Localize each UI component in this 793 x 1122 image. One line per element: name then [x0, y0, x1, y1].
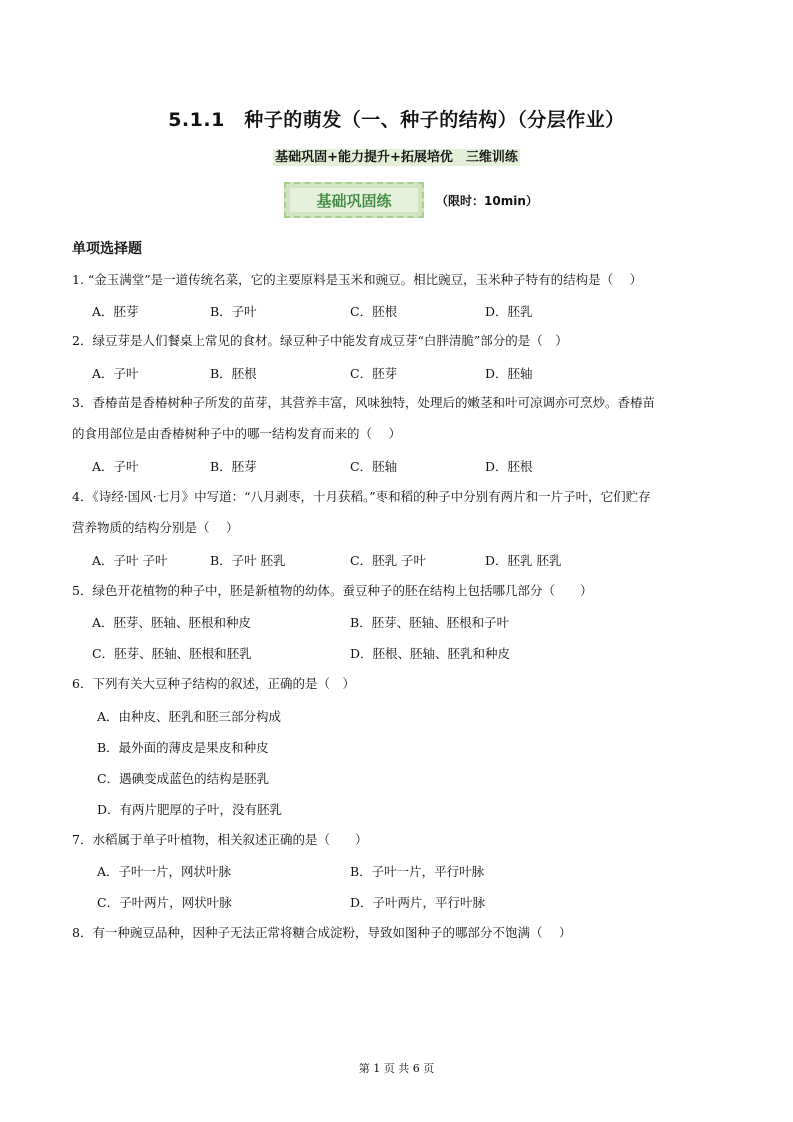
question-4-option-b: B．子叶 胚乳	[210, 553, 286, 568]
question-1-option-b: B．子叶	[210, 304, 257, 319]
question-3-line-1: 3．香椿苗是香椿树种子所发的苗芽，其营养丰富，风味独特，处理后的嫩茎和叶可凉调亦可烹炒。香椿苗	[72, 395, 655, 410]
question-6-option-a: A．由种皮、胚乳和胚三部分构成	[97, 709, 282, 724]
question-5-option-d: D．胚根、胚轴、胚乳和种皮	[350, 646, 511, 661]
question-6-option-c: C．遇碘变成蓝色的结构是胚乳	[97, 771, 270, 786]
question-6: 6．下列有关大豆种子结构的叙述，正确的是（ ）	[72, 676, 355, 691]
question-7: 7．水稻属于单子叶植物，相关叙述正确的是（ ）	[72, 832, 368, 847]
question-4-line-1: 4．《诗经·国风·七月》中写道：“八月剥枣，十月获稻。”枣和稻的种子中分别有两片和一片子叶，它们贮存	[72, 489, 651, 504]
page-title: 5.1.1 种子的萌发（一、种子的结构）（分层作业）	[168, 109, 625, 131]
question-8: 8．有一种豌豆品种，因种子无法正常将糖合成淀粉，导致如图种子的哪部分不饱满（ ）	[72, 925, 572, 940]
question-3-line-2: 的食用部位是由香椿树种子中的哪一结构发育而来的（ ）	[72, 426, 401, 441]
question-5: 5．绿色开花植物的种子中，胚是新植物的幼体。蚕豆种子的胚在结构上包括哪几部分（ ）	[72, 583, 593, 598]
question-2-option-a: A．子叶	[92, 366, 139, 381]
question-7-option-b: B．子叶一片，平行叶脉	[350, 864, 485, 879]
question-4-option-a: A．子叶 子叶	[92, 553, 168, 568]
question-2-option-b: B．胚根	[210, 366, 257, 381]
question-7-option-d: D．子叶两片，平行叶脉	[350, 895, 486, 910]
question-7-option-a: A．子叶一片，网状叶脉	[97, 864, 232, 879]
question-4-line-2: 营养物质的结构分别是（ ）	[72, 520, 239, 535]
time-limit: （限时：10min）	[436, 194, 538, 208]
question-4-option-d: D．胚乳 胚乳	[485, 553, 562, 568]
question-7-option-c: C．子叶两片，网状叶脉	[97, 895, 232, 910]
question-6-option-d: D．有两片肥厚的子叶，没有胚乳	[97, 802, 283, 817]
question-3-option-d: D．胚根	[485, 459, 533, 474]
question-2-option-d: D．胚轴	[485, 366, 533, 381]
question-1-option-c: C．胚根	[350, 304, 398, 319]
subtitle-text: 基础巩固+能力提升+拓展培优 三维训练	[275, 150, 518, 165]
question-5-option-c: C．胚芽、胚轴、胚根和胚乳	[92, 646, 252, 661]
question-1-option-a: A．胚芽	[92, 304, 139, 319]
question-6-option-b: B．最外面的薄皮是果皮和种皮	[97, 740, 269, 755]
question-3-option-b: B．胚芽	[210, 459, 257, 474]
question-3-option-a: A．子叶	[92, 459, 139, 474]
level-badge-label: 基础巩固练	[290, 188, 418, 212]
question-1-option-d: D．胚乳	[485, 304, 533, 319]
question-4-option-c: C．胚乳 子叶	[350, 553, 427, 568]
question-2: 2．绿豆芽是人们餐桌上常见的食材。绿豆种子中能发育成豆芽“白胖清脆”部分的是（ ）	[72, 333, 568, 348]
page-footer: 第 1 页 共 6 页	[358, 1062, 435, 1075]
question-5-option-b: B．胚芽、胚轴、胚根和子叶	[350, 615, 510, 630]
page-subtitle	[0, 146, 793, 165]
level-badge	[284, 182, 424, 218]
question-2-option-c: C．胚芽	[350, 366, 398, 381]
question-3-option-c: C．胚轴	[350, 459, 398, 474]
section-title: 单项选择题	[72, 241, 142, 257]
question-5-option-a: A．胚芽、胚轴、胚根和种皮	[92, 615, 252, 630]
question-1: 1. “金玉满堂”是一道传统名菜，它的主要原料是玉米和豌豆。相比豌豆，玉米种子特有的结构是（ ）	[72, 272, 643, 287]
